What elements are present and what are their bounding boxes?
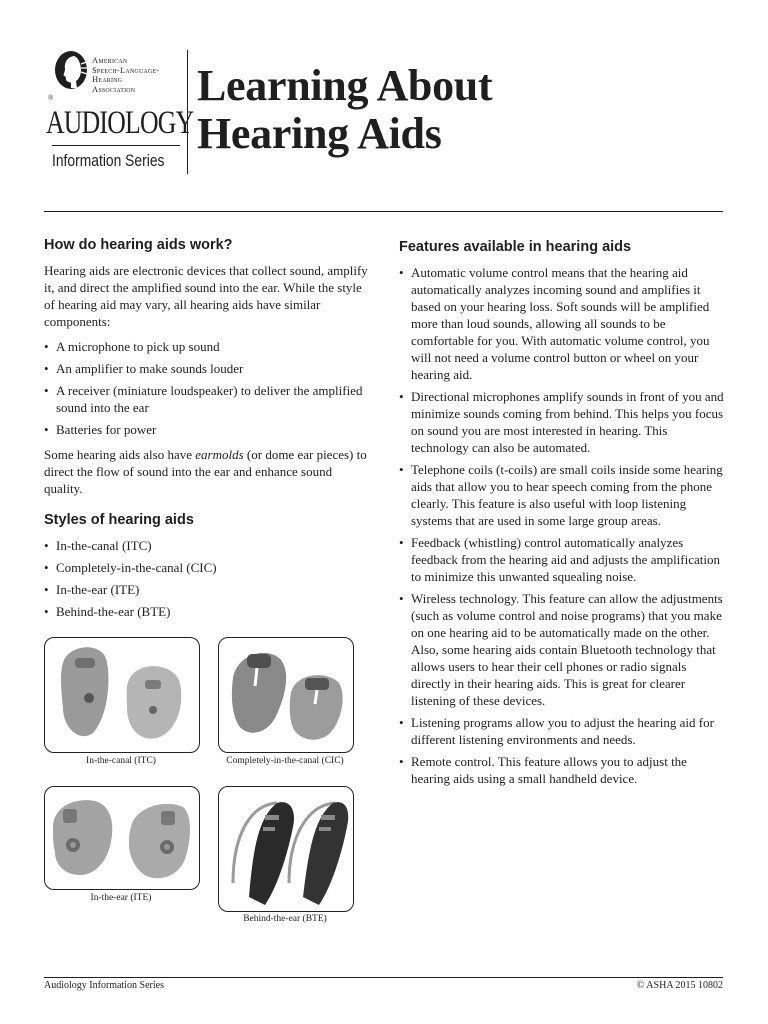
audiology-wordmark: AUDIOLOGY [46,105,194,141]
itc-caption: In-the-canal (ITC) [86,756,156,766]
ite-caption: In-the-ear (ITE) [90,893,152,903]
list-item: • In-the-canal (ITC) [44,537,370,554]
list-item: • In-the-ear (ITE) [44,581,370,598]
cic-hearing-aid-image [218,637,354,753]
list-item: • Wireless technology. This feature can allow the adjustments (such as volume control and noise programs) that you make on one hearing aid to be automatically made on the other. Also, some hearing aids contain Bluetooth technology that allows users to hear their cell phones or radio signals directly in their hearing aids. This is great for clearer listening of these devices. [399,590,725,709]
intro-paragraph: Hearing aids are electronic devices that collect sound, amplify it, and direct the amplified sound into the ear. While the style of hearing aid may vary, all hearing aids have similar components: [44,263,368,329]
bte-hearing-aid-image [218,786,354,912]
earmolds-paragraph: Some hearing aids also have earmolds (or dome ear pieces) to direct the flow of sound into the ear and enhance sound quality. [44,447,367,496]
list-item: • Batteries for power [44,421,370,438]
list-item: • Completely-in-the-canal (CIC) [44,559,370,576]
list-item: • Automatic volume control means that the hearing aid automatically analyzes incoming sound and amplifies it based on your hearing loss. Soft sounds will be amplified more than loud sounds, allowing all sounds to be comfortable for you. With automatic volume control, you will not need a volume control button or wheel on your hearing aid. [399,264,725,383]
registered-mark: ® [48,94,54,102]
list-item: • A receiver (miniature loudspeaker) to deliver the amplified sound into the ear [44,382,370,416]
list-item: • Behind-the-ear (BTE) [44,603,370,620]
components-list [44,338,370,438]
page-title: Learning About Hearing Aids [197,61,493,158]
cic-hearing-aid-icon [219,638,353,752]
styles-list [44,537,370,620]
asha-head-profile-icon [54,50,88,94]
header-rule [44,211,723,212]
asha-org-name: American Speech-Language- Hearing Association [92,55,160,94]
list-item: • Remote control. This feature allows you to adjust the hearing aids using a small handheld device. [399,753,725,787]
asha-logo [44,48,194,178]
cic-caption: Completely-in-the-canal (CIC) [226,756,344,766]
header-vertical-divider [187,50,188,174]
ite-hearing-aid-icon [45,787,199,889]
heading-features: Features available in hearing aids [399,239,632,255]
list-item: • Telephone coils (t-coils) are small coils inside some hearing aids that allow you to hear speech coming from the phone clearly. This feature is also useful with loop listening systems that are used in some large group areas. [399,461,725,529]
left-column [44,236,370,628]
itc-hearing-aid-image [44,637,200,753]
features-list [399,264,725,787]
bte-hearing-aid-icon [219,787,353,911]
right-column [399,238,725,795]
heading-styles: Styles of hearing aids [44,512,194,528]
footer-rule [44,977,723,978]
list-item: • Directional microphones amplify sounds in front of you and minimize sounds coming from behind. This helps you focus on sound you are most interested in hearing. This technology can also be automated. [399,388,725,456]
ite-hearing-aid-image [44,786,200,890]
itc-hearing-aid-icon [45,638,199,752]
footer-series: Audiology Information Series [44,980,164,991]
logo-divider [52,145,180,146]
list-item: • Listening programs allow you to adjust the hearing aid for different listening environments and needs. [399,714,725,748]
list-item: • Feedback (whistling) control automatically analyzes feedback from the hearing aid and adjusts the amplification to minimize this unwanted squealing noise. [399,534,725,585]
bte-caption: Behind-the-ear (BTE) [243,914,327,924]
list-item: • A microphone to pick up sound [44,338,370,355]
footer-copyright: © ASHA 2015 10802 [636,980,723,991]
information-series-label: Information Series [52,152,165,170]
list-item: • An amplifier to make sounds louder [44,360,370,377]
heading-how-hearing-aids-work: How do hearing aids work? [44,237,233,253]
